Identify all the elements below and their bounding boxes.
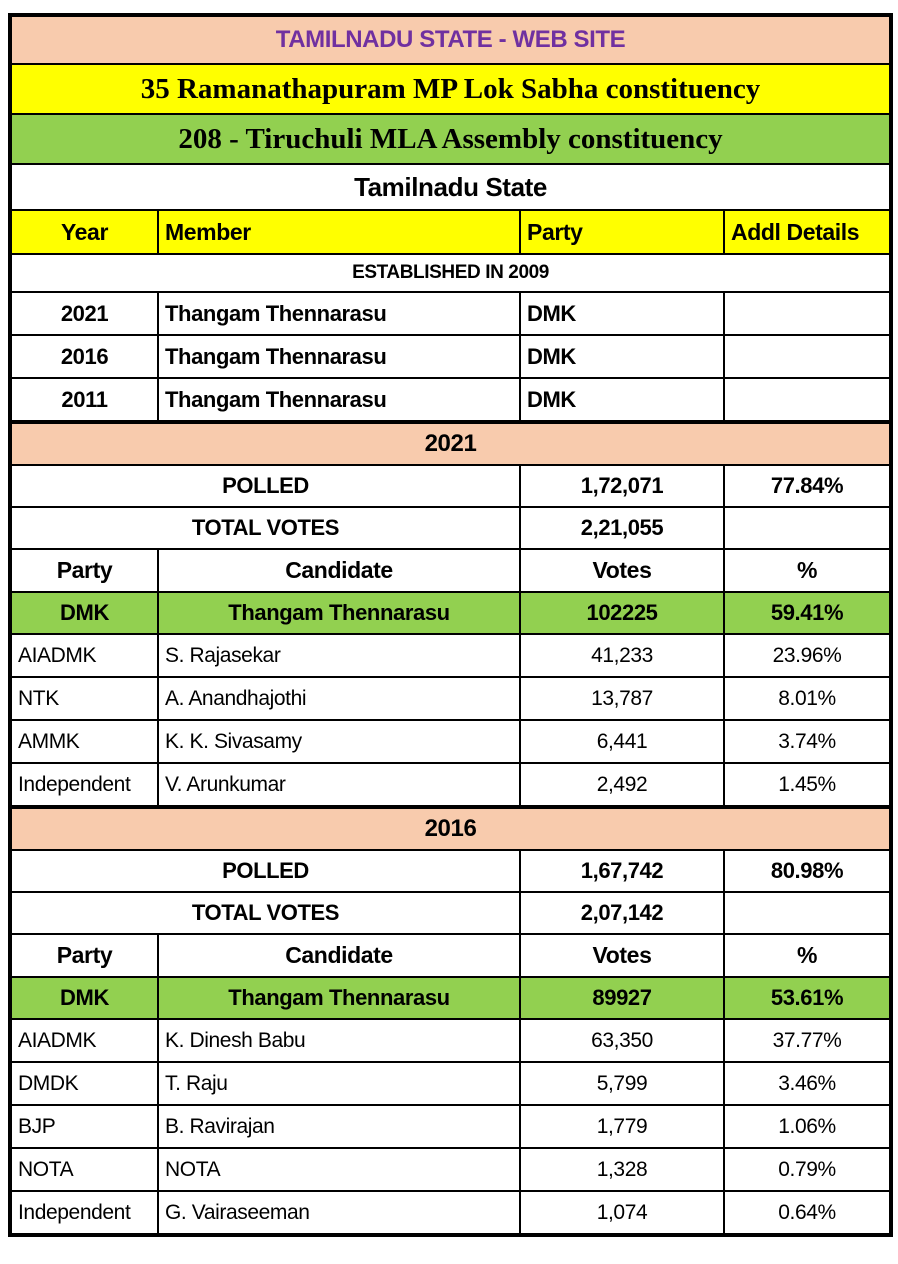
candidates-header-percent: % xyxy=(724,934,891,977)
candidate-row xyxy=(10,634,891,677)
total-votes-value: 2,21,055 xyxy=(520,507,724,549)
member-year-cell: 2011 xyxy=(10,378,158,422)
candidate-percent-cell: 37.77% xyxy=(724,1019,891,1062)
candidate-name-cell: T. Raju xyxy=(158,1062,520,1105)
polled-value: 1,67,742 xyxy=(520,850,724,892)
candidate-name-cell: K. Dinesh Babu xyxy=(158,1019,520,1062)
member-addl-cell xyxy=(724,378,891,422)
candidate-votes-cell: 1,779 xyxy=(520,1105,724,1148)
winner-party-cell: DMK xyxy=(10,592,158,634)
members-header-party: Party xyxy=(520,210,724,254)
member-party-cell: DMK xyxy=(520,378,724,422)
candidates-header-party: Party xyxy=(10,934,158,977)
candidate-percent-cell: 0.79% xyxy=(724,1148,891,1191)
candidate-name-cell: S. Rajasekar xyxy=(158,634,520,677)
candidate-votes-cell: 1,074 xyxy=(520,1191,724,1235)
member-year-cell: 2016 xyxy=(10,335,158,378)
member-name-cell: Thangam Thennarasu xyxy=(158,292,520,335)
candidate-name-cell: G. Vairaseeman xyxy=(158,1191,520,1235)
members-header-year: Year xyxy=(10,210,158,254)
candidate-percent-cell: 1.45% xyxy=(724,763,891,807)
candidate-votes-cell: 5,799 xyxy=(520,1062,724,1105)
polled-value: 1,72,071 xyxy=(520,465,724,507)
winner-row xyxy=(10,977,891,1019)
candidate-percent-cell: 3.74% xyxy=(724,720,891,763)
candidate-row xyxy=(10,1148,891,1191)
election-year-header: 2016 xyxy=(10,807,891,850)
candidate-party-cell: AIADMK xyxy=(10,1019,158,1062)
total-votes-row xyxy=(10,892,891,934)
total-votes-value: 2,07,142 xyxy=(520,892,724,934)
winner-votes-cell: 89927 xyxy=(520,977,724,1019)
constituency-table xyxy=(8,13,893,1237)
polled-row xyxy=(10,465,891,507)
candidate-name-cell: K. K. Sivasamy xyxy=(158,720,520,763)
candidates-header-party: Party xyxy=(10,549,158,592)
polled-percent: 80.98% xyxy=(724,850,891,892)
total-votes-percent-empty xyxy=(724,892,891,934)
election-year-header: 2021 xyxy=(10,422,891,465)
candidate-party-cell: DMDK xyxy=(10,1062,158,1105)
polled-label: POLLED xyxy=(10,465,520,507)
winner-candidate-cell: Thangam Thennarasu xyxy=(158,977,520,1019)
total-votes-percent-empty xyxy=(724,507,891,549)
polled-row xyxy=(10,850,891,892)
member-row xyxy=(10,335,891,378)
candidate-votes-cell: 2,492 xyxy=(520,763,724,807)
candidate-votes-cell: 13,787 xyxy=(520,677,724,720)
candidate-party-cell: Independent xyxy=(10,763,158,807)
members-header-member: Member xyxy=(158,210,520,254)
candidate-party-cell: NTK xyxy=(10,677,158,720)
candidate-name-cell: NOTA xyxy=(158,1148,520,1191)
candidates-header-row xyxy=(10,549,891,592)
candidate-name-cell: A. Anandhajothi xyxy=(158,677,520,720)
candidate-party-cell: Independent xyxy=(10,1191,158,1235)
candidate-row xyxy=(10,677,891,720)
winner-party-cell: DMK xyxy=(10,977,158,1019)
candidate-percent-cell: 23.96% xyxy=(724,634,891,677)
winner-votes-cell: 102225 xyxy=(520,592,724,634)
member-year-cell: 2021 xyxy=(10,292,158,335)
polled-label: POLLED xyxy=(10,850,520,892)
candidate-row xyxy=(10,763,891,807)
candidates-header-percent: % xyxy=(724,549,891,592)
candidate-row xyxy=(10,1105,891,1148)
candidate-votes-cell: 6,441 xyxy=(520,720,724,763)
candidates-header-row xyxy=(10,934,891,977)
candidate-name-cell: B. Ravirajan xyxy=(158,1105,520,1148)
winner-candidate-cell: Thangam Thennarasu xyxy=(158,592,520,634)
mla-constituency-banner: 208 - Tiruchuli MLA Assembly constituency xyxy=(10,114,891,164)
winner-percent-cell: 59.41% xyxy=(724,592,891,634)
member-party-cell: DMK xyxy=(520,292,724,335)
candidates-header-votes: Votes xyxy=(520,549,724,592)
established-note: ESTABLISHED IN 2009 xyxy=(10,254,891,292)
candidate-votes-cell: 41,233 xyxy=(520,634,724,677)
mp-constituency-banner: 35 Ramanathapuram MP Lok Sabha constituency xyxy=(10,64,891,114)
candidate-row xyxy=(10,1191,891,1235)
candidate-party-cell: NOTA xyxy=(10,1148,158,1191)
candidate-percent-cell: 8.01% xyxy=(724,677,891,720)
candidate-votes-cell: 1,328 xyxy=(520,1148,724,1191)
member-name-cell: Thangam Thennarasu xyxy=(158,335,520,378)
state-name: Tamilnadu State xyxy=(10,164,891,210)
candidate-name-cell: V. Arunkumar xyxy=(158,763,520,807)
candidates-header-candidate: Candidate xyxy=(158,934,520,977)
members-header-row xyxy=(10,210,891,254)
polled-percent: 77.84% xyxy=(724,465,891,507)
member-party-cell: DMK xyxy=(520,335,724,378)
candidate-percent-cell: 1.06% xyxy=(724,1105,891,1148)
page-title: TAMILNADU STATE - WEB SITE xyxy=(10,15,891,64)
candidate-party-cell: AIADMK xyxy=(10,634,158,677)
candidate-party-cell: AMMK xyxy=(10,720,158,763)
winner-percent-cell: 53.61% xyxy=(724,977,891,1019)
candidate-row xyxy=(10,1019,891,1062)
candidates-header-candidate: Candidate xyxy=(158,549,520,592)
total-votes-row xyxy=(10,507,891,549)
member-name-cell: Thangam Thennarasu xyxy=(158,378,520,422)
member-row xyxy=(10,378,891,422)
candidate-party-cell: BJP xyxy=(10,1105,158,1148)
member-addl-cell xyxy=(724,292,891,335)
candidate-percent-cell: 0.64% xyxy=(724,1191,891,1235)
member-addl-cell xyxy=(724,335,891,378)
candidate-percent-cell: 3.46% xyxy=(724,1062,891,1105)
candidate-row xyxy=(10,1062,891,1105)
candidate-votes-cell: 63,350 xyxy=(520,1019,724,1062)
candidates-header-votes: Votes xyxy=(520,934,724,977)
total-votes-label: TOTAL VOTES xyxy=(10,507,520,549)
candidate-row xyxy=(10,720,891,763)
members-header-addl: Addl Details xyxy=(724,210,891,254)
total-votes-label: TOTAL VOTES xyxy=(10,892,520,934)
winner-row xyxy=(10,592,891,634)
member-row xyxy=(10,292,891,335)
